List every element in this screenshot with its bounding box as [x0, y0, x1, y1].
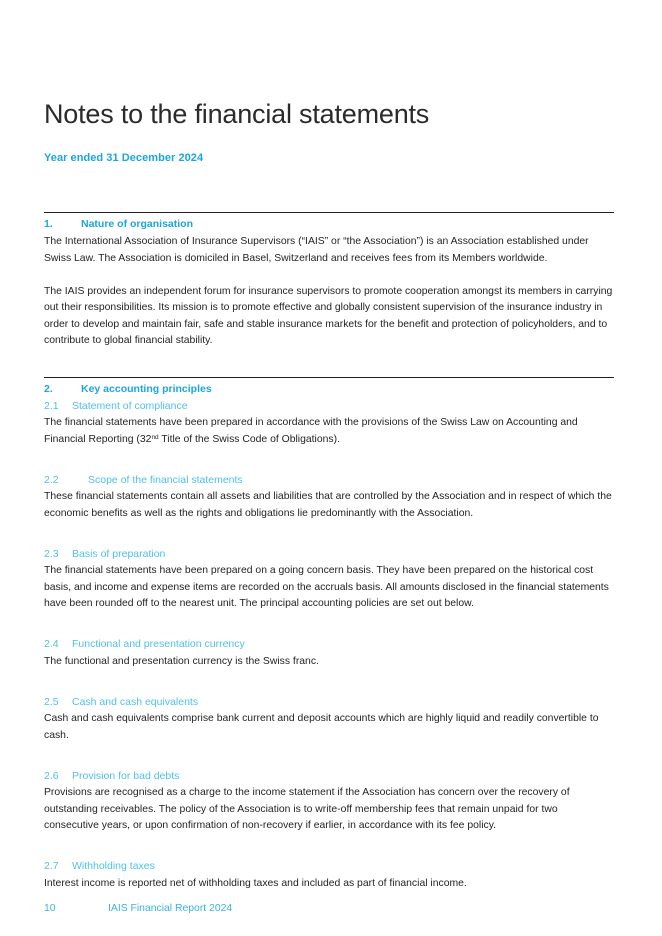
subsection-heading-2-7 — [44, 859, 614, 874]
subsection-heading-2-3 — [44, 547, 614, 562]
subsection-number-2-1: 2.1 — [44, 399, 59, 412]
subsection-number-2-5: 2.5 — [44, 696, 59, 708]
subsection-title-2-6: Provision for bad debts — [72, 770, 180, 783]
section-title-1: Nature of organisation — [81, 218, 194, 230]
section-1-paragraph-2: The IAIS provides an independent forum for insurance supervisors to promote cooperation amongst its members in carrying out their responsibilities. Its mission is to promote effective and globally consistent supervision of the insurance industry in order to develop and maintain fair, safe and stable insurance markets for the benefit and protection of policyholders, and to contribute to global financial stability. — [44, 286, 613, 347]
subsection-number-2-3: 2.3 — [44, 547, 59, 560]
ordinal-suffix: nd — [151, 433, 159, 441]
spacer — [44, 267, 614, 284]
subsection-heading-2-6 — [44, 769, 614, 784]
footer-page-number: 10 — [44, 903, 56, 914]
section-title-2: Key accounting principles — [81, 382, 212, 395]
subsection-title-2-5: Cash and cash equivalents — [72, 696, 199, 708]
subsection-title-2-2: Scope of the financial statements — [88, 473, 243, 486]
section-number-1: 1. — [44, 218, 53, 230]
section-1-paragraph-1: The International Association of Insurance Supervisors (“IAIS” or “the Association”) is an Association established under Swiss Law. The Association is domiciled in Basel, Switzerland and receives fees from its Members worldwide. — [44, 236, 589, 264]
spacer — [44, 744, 614, 769]
subsection-heading-2-1 — [44, 399, 614, 414]
page-footer — [44, 903, 232, 914]
section-heading-2 — [44, 382, 614, 397]
spacer — [44, 448, 614, 473]
subsection-title-2-3: Basis of preparation — [72, 547, 166, 560]
subsection-2-7-paragraph: Interest income is reported net of withholding taxes and included as part of financial income. — [44, 877, 467, 889]
spacer — [44, 350, 614, 377]
subsection-number-2-7: 2.7 — [44, 860, 59, 873]
section-number-2: 2. — [44, 382, 53, 395]
subsection-2-3-paragraph: The financial statements have been prepared on a going concern basis. They have been prepared on the historical cost basis, and income and expense items are recorded on the accruals basis. All amounts disclosed in the financial statements have been rounded off to the nearest unit. The principal accounting policies are set out below. — [44, 565, 609, 609]
section-divider-2 — [44, 377, 614, 378]
subsection-2-2-paragraph: These financial statements contain all assets and liabilities that are controlled by the Association and in respect of which the economic benefits as well as the rights and obligations lie predominantly with the Association. — [44, 491, 612, 519]
page-title: Notes to the financial statements — [44, 99, 430, 130]
footer-label: IAIS Financial Report 2024 — [108, 903, 233, 914]
spacer — [44, 522, 614, 547]
subsection-heading-2-2 — [44, 473, 614, 488]
spacer — [44, 612, 614, 637]
subsection-2-6-paragraph: Provisions are recognised as a charge to the income statement if the Association has concern over the recovery of outstanding receivables. The policy of the Association is to write-off membership fees that remain unpaid for two consecutive years, or upon confirmation of non-recovery if earlier, in accordance with its fee policy. — [44, 787, 570, 832]
subsection-heading-2-5 — [44, 695, 614, 710]
document-body — [44, 212, 614, 892]
subsection-2-1-text-pre: The financial statements have been prepared in accordance with the provisions of the Swiss Law on Accounting and Financial Reporting (32 — [44, 417, 578, 445]
subsection-2-1-paragraph — [44, 415, 614, 448]
subsection-2-1-text-post: Title of the Swiss Code of Obligations). — [158, 433, 340, 445]
subsection-2-5-paragraph: Cash and cash equivalents comprise bank current and deposit accounts which are highly liquid and readily convertible to cash. — [44, 713, 599, 741]
subsection-title-2-4: Functional and presentation currency — [72, 638, 245, 651]
spacer — [44, 834, 614, 859]
subsection-number-2-6: 2.6 — [44, 770, 59, 783]
subsection-number-2-4: 2.4 — [44, 638, 59, 651]
subsection-heading-2-4 — [44, 637, 614, 652]
section-heading-1 — [44, 217, 614, 232]
spacer — [44, 670, 614, 695]
subsection-number-2-2: 2.2 — [44, 473, 59, 486]
subsection-title-2-1: Statement of compliance — [72, 399, 188, 412]
subsection-2-4-paragraph: The functional and presentation currency is the Swiss franc. — [44, 655, 319, 667]
document-subtitle: Year ended 31 December 2024 — [44, 152, 204, 164]
subsection-title-2-7: Withholding taxes — [72, 860, 155, 873]
section-divider-1 — [44, 212, 614, 213]
